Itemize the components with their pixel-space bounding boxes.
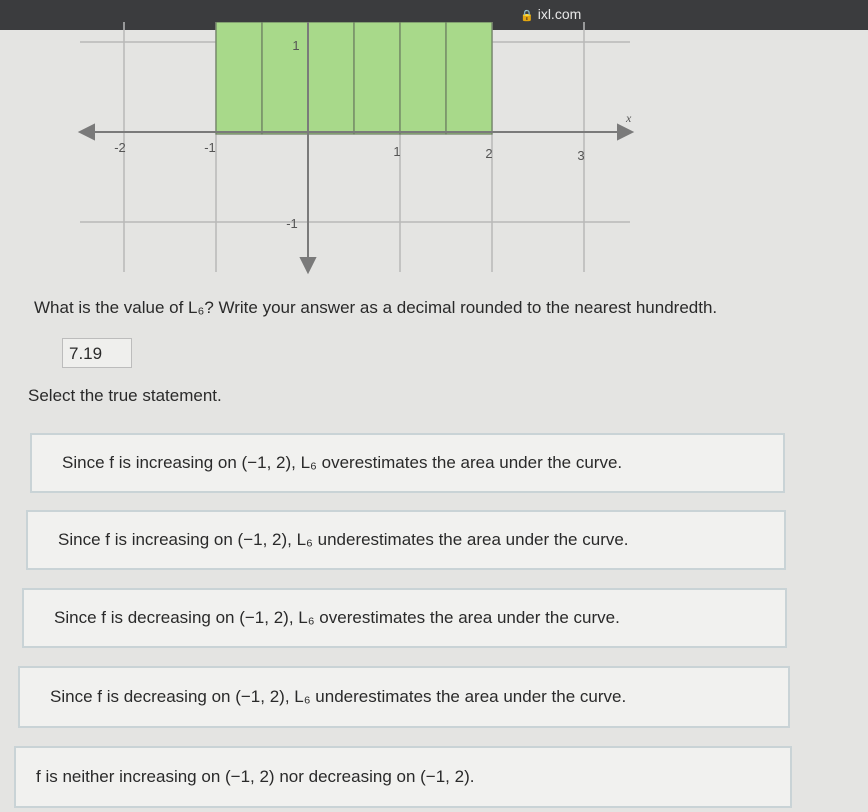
choice-label: Since f is increasing on (−1, 2), L₆ overestimates the area under the curve. [62, 453, 623, 472]
answer-input[interactable]: 7.19 [62, 338, 132, 368]
x-axis-label: x [626, 111, 632, 125]
x-tick-label: 2 [485, 146, 493, 161]
choice-option-4[interactable] [18, 666, 790, 728]
x-tick-label: -2 [114, 140, 126, 155]
url-bar[interactable] [520, 6, 581, 22]
x-tick-label: 3 [577, 148, 585, 163]
x-tick-label: 1 [393, 144, 401, 159]
y-tick-label: 1 [292, 38, 300, 53]
rectangle-6 [446, 22, 492, 134]
left-sum-rectangles [216, 22, 492, 134]
x-tick-label: -1 [204, 140, 216, 155]
x-axis-left-arrow [80, 125, 94, 139]
x-axis-right-arrow [618, 125, 632, 139]
rectangle-2 [262, 22, 308, 134]
question-text: What is the value of L₆? Write your answer as a decimal rounded to the nearest hundredth. [34, 298, 718, 317]
choice-option-5[interactable] [14, 746, 792, 808]
graph [0, 22, 868, 282]
choice-label: Since f is decreasing on (−1, 2), L₆ underestimates the area under the curve. [50, 687, 627, 706]
y-axis-down-arrow [301, 258, 315, 272]
rectangle-5 [400, 22, 446, 134]
choice-option-2[interactable] [26, 510, 786, 570]
rectangle-1 [216, 22, 262, 134]
choice-option-3[interactable] [22, 588, 787, 648]
choice-option-1[interactable] [30, 433, 785, 493]
choice-label: f is neither increasing on (−1, 2) nor decreasing on (−1, 2). [36, 767, 475, 786]
url-text: ixl.com [537, 6, 582, 22]
rectangle-3 [308, 22, 354, 134]
choice-label: Since f is increasing on (−1, 2), L₆ underestimates the area under the curve. [58, 530, 629, 549]
select-prompt: Select the true statement. [28, 386, 222, 405]
x-tick-labels [114, 140, 584, 163]
rectangle-4 [354, 22, 400, 134]
y-tick-label: -1 [286, 216, 298, 231]
choice-label: Since f is decreasing on (−1, 2), L₆ overestimates the area under the curve. [54, 608, 620, 627]
lock-icon: 🔒 [520, 10, 534, 22]
